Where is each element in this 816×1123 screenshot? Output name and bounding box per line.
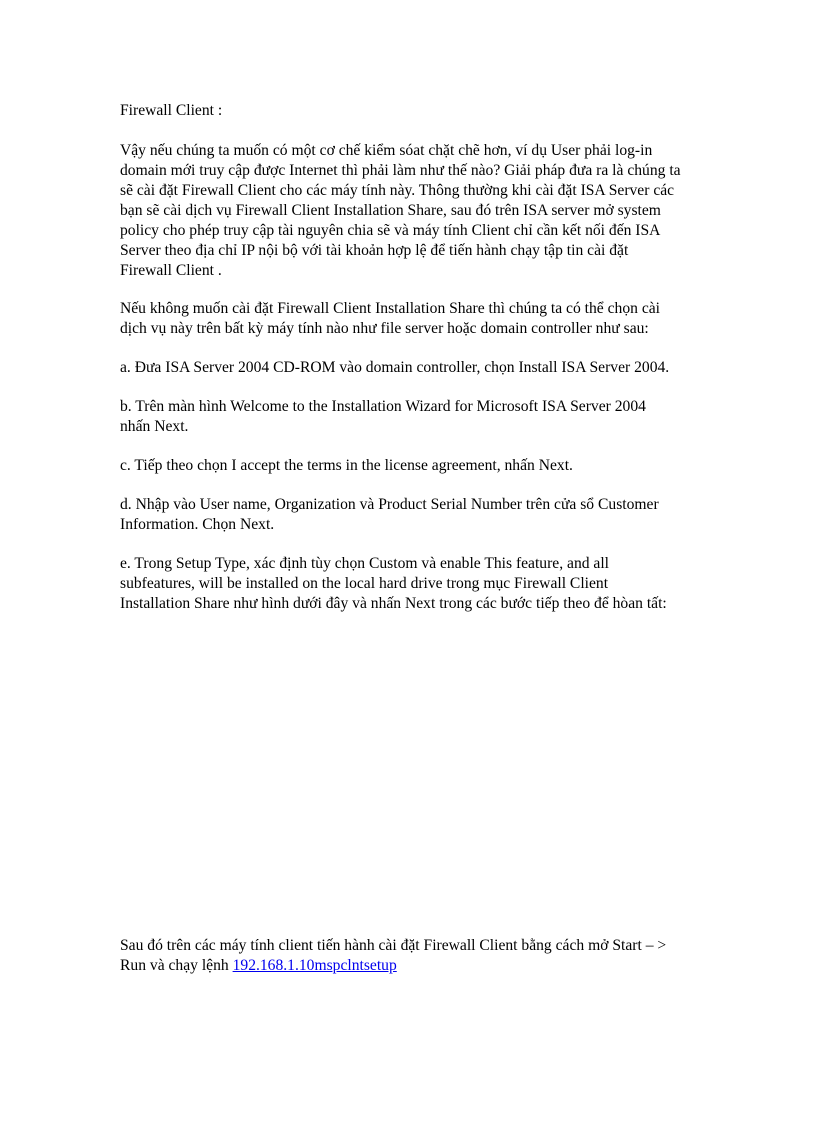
intro-line: sẽ cài đặt Firewall Client cho các máy tính này. Thông thường khi cài đặt ISA Server các xyxy=(120,182,675,199)
step-e xyxy=(120,554,700,614)
alt-line: Nếu không muốn cài đặt Firewall Client Installation Share thì chúng ta có thể chọn cài xyxy=(120,300,661,317)
intro-paragraph xyxy=(120,141,700,281)
step-line: e. Trong Setup Type, xác định tùy chọn Custom và enable This feature, and all xyxy=(120,555,610,572)
closing-line-2 xyxy=(120,956,700,976)
step-line: Installation Share như hình dưới đây và nhấn Next trong các bước tiếp theo để hòan tất: xyxy=(120,595,667,612)
intro-line: domain mới truy cập được Internet thì phải làm như thế nào? Giải pháp đưa ra là chúng ta xyxy=(120,162,681,179)
step-a xyxy=(120,358,700,378)
intro-line: Server theo địa chỉ IP nội bộ với tài khoản hợp lệ để tiến hành chạy tập tin cài đặt xyxy=(120,242,629,259)
section-heading xyxy=(120,101,700,121)
closing-line: Sau đó trên các máy tính client tiến hành cài đặt Firewall Client bằng cách mở Start – > xyxy=(120,937,667,954)
closing-paragraph xyxy=(120,936,700,976)
setup-command-link[interactable]: 192.168.1.10mspclntsetup xyxy=(232,957,397,974)
step-line: c. Tiếp theo chọn I accept the terms in the license agreement, nhấn Next. xyxy=(120,457,573,474)
intro-line: bạn sẽ cài dịch vụ Firewall Client Installation Share, sau đó trên ISA server mở system xyxy=(120,202,661,219)
step-d xyxy=(120,495,700,535)
step-b xyxy=(120,397,700,437)
closing-prefix: Run và chạy lệnh xyxy=(120,957,233,974)
alternative-paragraph xyxy=(120,299,700,339)
step-line: a. Đưa ISA Server 2004 CD-ROM vào domain controller, chọn Install ISA Server 2004. xyxy=(120,359,670,376)
heading-text: Firewall Client : xyxy=(120,102,223,119)
step-line: subfeatures, will be installed on the local hard drive trong mục Firewall Client xyxy=(120,575,609,592)
step-line: d. Nhập vào User name, Organization và Product Serial Number trên cửa sổ Customer xyxy=(120,496,659,513)
intro-line: Firewall Client . xyxy=(120,262,222,279)
step-line: nhấn Next. xyxy=(120,418,189,435)
alt-line: dịch vụ này trên bất kỳ máy tính nào như file server hoặc domain controller như sau: xyxy=(120,320,649,337)
step-line: Information. Chọn Next. xyxy=(120,516,275,533)
intro-line: policy cho phép truy cập tài nguyên chia sẽ và máy tính Client chỉ cần kết nối đến ISA xyxy=(120,222,661,239)
step-c xyxy=(120,456,700,476)
step-line: b. Trên màn hình Welcome to the Installation Wizard for Microsoft ISA Server 2004 xyxy=(120,398,646,415)
screenshot-image-area xyxy=(120,630,700,920)
intro-line: Vậy nếu chúng ta muốn có một cơ chế kiểm sóat chặt chẽ hơn, ví dụ User phải log-in xyxy=(120,142,653,159)
